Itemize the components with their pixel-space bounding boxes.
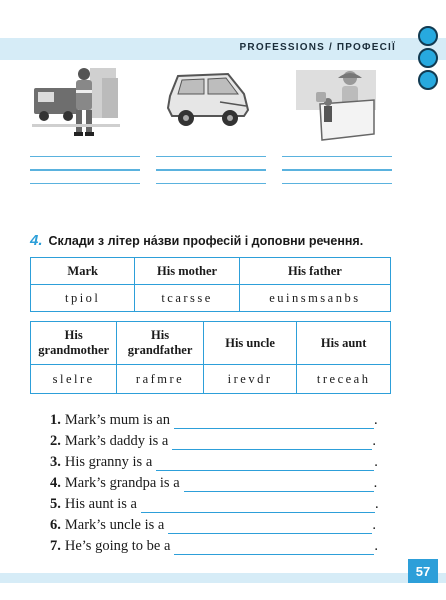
sentence-5: 5. His aunt is a . <box>50 496 379 512</box>
scrambled-word: tpiol <box>31 285 135 312</box>
task-number: 4. <box>30 232 43 249</box>
page-title: PROFESSIONS / ПРОФЕСІЇ <box>239 42 396 53</box>
decorative-dots <box>418 26 440 90</box>
sentence-number: 5. <box>50 496 61 512</box>
scrambled-word: tcarsse <box>135 285 239 312</box>
scrambled-word: irevdr <box>203 365 297 394</box>
table-header-cell: His father <box>239 258 390 285</box>
table-header-cell: His aunt <box>297 322 391 365</box>
sentence-1: 1. Mark’s mum is an . <box>50 412 378 428</box>
sentence-text: Mark’s grandpa is a <box>64 475 180 491</box>
sentence-text: Mark’s mum is an <box>64 412 170 428</box>
sentence-text: Mark’s daddy is a <box>64 433 169 449</box>
scrambled-word: euinsmsanbs <box>239 285 390 312</box>
answer-lines-3[interactable] <box>282 156 392 196</box>
dot-icon <box>418 26 438 46</box>
table-header-cell: Mark <box>31 258 135 285</box>
sentence-text: Mark’s uncle is a <box>64 517 165 533</box>
names-table-1 <box>30 257 391 312</box>
answer-blank[interactable] <box>174 540 374 555</box>
sentence-7: 7. He’s going to be a . <box>50 538 379 554</box>
sentence-number: 2. <box>50 433 61 449</box>
table-header-cell: His grandfather <box>117 322 203 365</box>
sentence-number: 1. <box>50 412 61 428</box>
answer-blank[interactable] <box>141 498 375 513</box>
sentence-number: 3. <box>50 454 61 470</box>
answer-blank[interactable] <box>184 477 374 492</box>
table-header-cell: His mother <box>135 258 239 285</box>
answer-blank[interactable] <box>174 414 374 429</box>
dot-icon <box>418 48 438 68</box>
scrambled-word: slelre <box>31 365 117 394</box>
task-heading <box>30 232 363 249</box>
sentence-number: 4. <box>50 475 61 491</box>
names-table-2 <box>30 321 391 394</box>
sentence-text: His granny is a <box>64 454 153 470</box>
car-image <box>164 64 252 146</box>
table-header-cell: His uncle <box>203 322 297 365</box>
answer-blank[interactable] <box>172 435 372 450</box>
answer-lines-2[interactable] <box>156 156 266 196</box>
sentence-number: 7. <box>50 538 61 554</box>
sentence-number: 6. <box>50 517 61 533</box>
sentence-4: 4. Mark’s grandpa is a . <box>50 475 378 491</box>
scrambled-word: rafmre <box>117 365 203 394</box>
sentence-text: He’s going to be a <box>64 538 171 554</box>
sentence-2: 2. Mark’s daddy is a . <box>50 433 376 449</box>
answer-blank[interactable] <box>156 456 374 471</box>
task-instruction: Склади з літер на́зви професій і доповни речення. <box>48 234 364 248</box>
sentence-3: 3. His granny is a . <box>50 454 378 470</box>
dot-icon <box>418 70 438 90</box>
firefighter-image <box>32 64 120 146</box>
shop-assistant-image <box>292 64 380 146</box>
answer-blank[interactable] <box>168 519 372 534</box>
page-number: 57 <box>408 559 438 583</box>
sentence-text: His aunt is a <box>64 496 137 512</box>
scrambled-word: treceah <box>297 365 391 394</box>
footer-band <box>0 573 446 583</box>
sentence-6: 6. Mark’s uncle is a . <box>50 517 376 533</box>
answer-lines-1[interactable] <box>30 156 140 196</box>
table-header-cell: His grandmother <box>31 322 117 365</box>
